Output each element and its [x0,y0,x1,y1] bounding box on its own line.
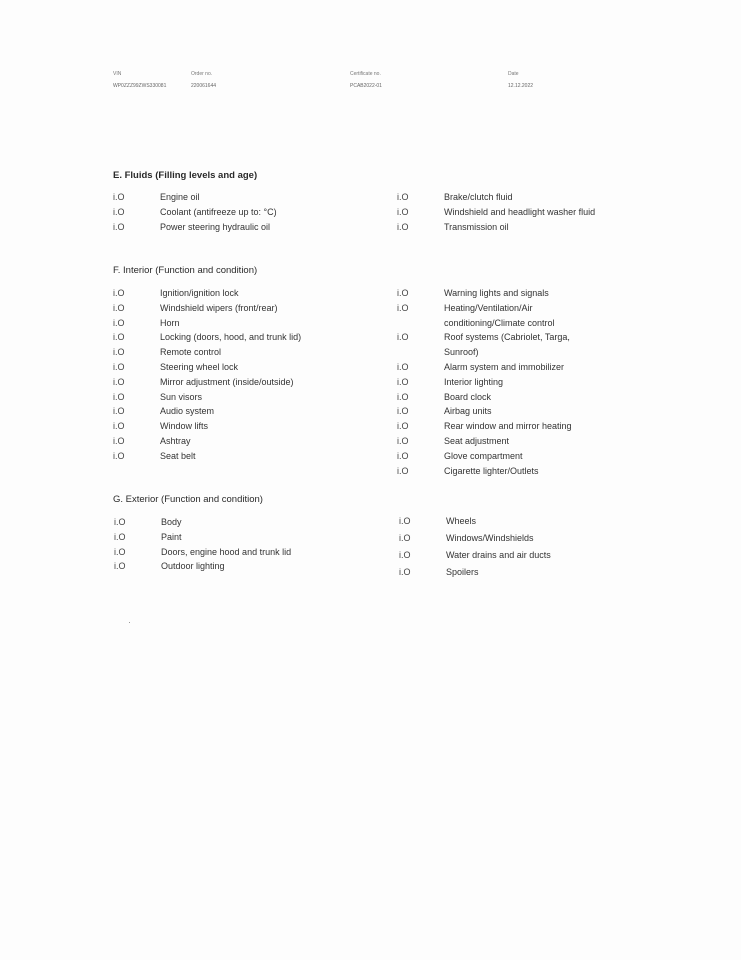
item-label: Seat belt [160,450,196,461]
item-label: Wheels [446,516,477,526]
status-code: i.O [114,561,126,572]
exterior-left-list [114,515,291,574]
list-item [114,559,291,574]
list-item [114,515,291,530]
list-item [397,449,572,464]
list-item [113,449,301,464]
status-code: i.O [397,361,409,372]
item-label: Ignition/ignition lock [160,288,239,298]
status-code: i.O [113,406,125,417]
status-code: i.O [397,192,409,202]
status-code: i.O [397,288,409,298]
status-code: i.O [399,516,411,526]
status-code: i.O [397,376,409,387]
certificate-field [350,68,382,92]
list-item [399,547,551,564]
item-label: Engine oil [160,192,200,202]
vin-label: VIN [113,71,122,77]
item-label: Windows/Windshields [446,533,534,543]
list-item [113,205,277,220]
item-label: Mirror adjustment (inside/outside) [160,376,294,387]
item-label: Sunroof) [444,347,479,358]
date-field [508,68,533,92]
item-label: Rear window and mirror heating [444,421,572,432]
status-code: i.O [113,421,125,432]
item-label: Glove compartment [444,450,523,461]
list-item-continuation [397,316,572,331]
item-label: Coolant (antifreeze up to: °C) [160,206,277,217]
list-item [113,419,301,434]
status-code: i.O [397,391,409,402]
status-code: i.O [113,347,125,358]
fluids-section-title: E. Fluids (Filling levels and age) [113,170,258,181]
list-item [397,375,572,390]
status-code: i.O [113,435,125,446]
status-code: i.O [113,288,125,298]
item-label: Windshield and headlight washer fluid [444,206,596,217]
status-code: i.O [397,406,409,417]
status-code: i.O [113,206,125,217]
order-value: 220061644 [191,83,217,89]
interior-section-title: F. Interior (Function and condition) [113,265,258,276]
item-label: Transmission oil [444,221,509,232]
list-item [113,220,277,235]
item-label: Heating/Ventilation/Air [444,302,533,313]
order-field [191,68,216,92]
list-item [113,404,301,419]
item-label: Cigarette lighter/Outlets [444,465,539,476]
item-label: Board clock [444,391,492,402]
item-label: Locking (doors, hood, and trunk lid) [160,332,302,343]
interior-left-list [113,286,301,464]
list-item [399,530,551,547]
status-code: i.O [113,391,125,402]
item-label: Windshield wipers (front/rear) [160,302,278,313]
list-item [397,404,572,419]
status-code: i.O [397,435,409,446]
item-label: Steering wheel lock [160,361,239,372]
list-item [397,205,595,220]
list-item [113,330,301,345]
fluids-right-list [397,190,595,234]
status-code: i.O [114,531,126,542]
status-code: i.O [397,221,409,232]
status-code: i.O [399,533,411,543]
certificate-label: Certificate no. [350,71,381,77]
list-item [397,434,572,449]
item-label: Doors, engine hood and trunk lid [161,546,292,557]
item-label: Warning lights and signals [444,288,549,298]
item-label: Spoilers [446,567,479,577]
date-label: Date [508,71,519,77]
item-label: conditioning/Climate control [444,317,555,328]
item-label: Sun visors [160,391,203,402]
exterior-right-list [399,513,551,581]
status-code: i.O [113,376,125,387]
list-item [113,375,301,390]
status-code: i.O [113,221,125,232]
status-code: i.O [399,567,411,577]
status-code: i.O [113,450,125,461]
certificate-value: PCAB2022-01 [350,83,382,89]
status-code: i.O [397,302,409,313]
item-label: Remote control [160,347,222,358]
list-item [397,190,595,205]
status-code: i.O [397,450,409,461]
item-label: Outdoor lighting [161,561,225,572]
list-item [397,220,595,235]
status-code: i.O [113,317,125,328]
list-item [113,190,277,205]
list-item [399,564,551,581]
vin-value: WP0ZZZ99ZWS330081 [113,83,167,89]
status-code: i.O [397,421,409,432]
item-label: Horn [160,317,180,328]
status-code: i.O [113,302,125,313]
date-value: 12.12.2022 [508,83,534,89]
item-label: Window lifts [160,421,209,432]
item-label: Audio system [160,406,215,417]
item-label: Water drains and air ducts [446,550,551,560]
status-code: i.O [113,361,125,372]
order-label: Order no. [191,71,213,77]
list-item [113,301,301,316]
status-code: i.O [397,206,409,217]
list-item [397,360,572,375]
list-item [397,464,572,479]
list-item [397,419,572,434]
list-item [114,545,291,560]
item-label: Alarm system and immobilizer [444,361,565,372]
list-item [113,345,301,360]
interior-right-list [397,286,572,478]
status-code: i.O [114,517,126,527]
list-item-continuation [397,345,572,360]
item-label: Interior lighting [444,376,504,387]
status-code: i.O [397,465,409,476]
item-label: Airbag units [444,406,492,417]
list-item [397,330,572,345]
list-item [399,513,551,530]
list-item [397,301,572,316]
list-item [114,530,291,545]
item-label: Power steering hydraulic oil [160,221,271,232]
list-item [397,286,572,301]
status-code: i.O [113,192,125,202]
list-item [397,390,572,405]
item-label: Roof systems (Cabriolet, Targa, [444,332,570,343]
list-item [113,316,301,331]
vin-field [113,68,166,92]
status-code: i.O [397,332,409,343]
status-code: i.O [113,332,125,343]
list-item [113,434,301,449]
status-code: i.O [114,546,126,557]
item-label: Ashtray [160,435,191,446]
fluids-left-list [113,190,277,234]
status-code: i.O [399,550,411,560]
exterior-section-title: G. Exterior (Function and condition) [113,494,263,505]
item-label: Paint [161,531,182,542]
item-label: Brake/clutch fluid [444,192,513,202]
item-label: Body [161,517,182,527]
scan-speck [129,622,130,623]
list-item [113,286,301,301]
list-item [113,390,301,405]
item-label: Seat adjustment [444,435,510,446]
list-item [113,360,301,375]
